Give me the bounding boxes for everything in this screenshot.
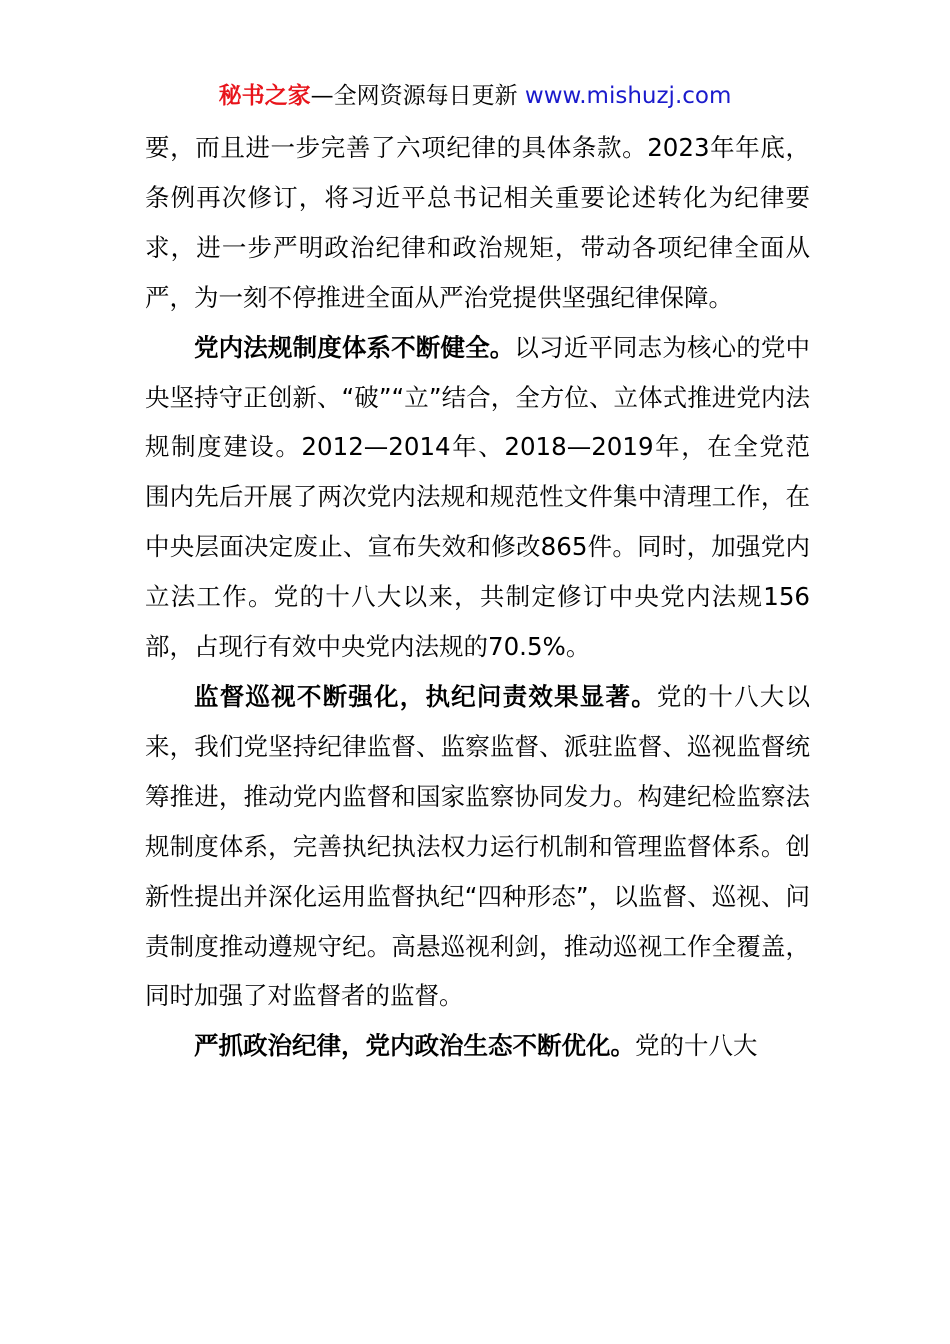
paragraph-lead: 监督巡视不断强化，执纪问责效果显著。 [194, 681, 657, 711]
document-body [145, 123, 810, 1071]
paragraph-continuation [145, 123, 810, 323]
paragraph-text: 党的十八大 [635, 1031, 758, 1061]
paragraph-text: 要，而且进一步完善了六项纪律的具体条款。2023年年底，条例再次修订，将习近平总书记相关重要论述转化为纪律要求，进一步严明政治纪律和政治规矩，带动各项纪律全面从严，为一刻不停推进全面从严治党提供坚强纪律保障。 [145, 133, 810, 312]
paragraph-party-regulations [145, 323, 810, 672]
paragraph-text: 党的十八大以来，我们党坚持纪律监督、监察监督、派驻监督、巡视监督统筹推进，推动党内监督和国家监察协同发力。构建纪检监察法规制度体系，完善执纪执法权力运行机制和管理监督体系。创新性提出并深化运用监督执纪“四种形态”，以监督、巡视、问责制度推动遵规守纪。高悬巡视利剑，推动巡视工作全覆盖，同时加强了对监督者的监督。 [145, 681, 811, 1011]
paragraph-political-discipline [145, 1021, 810, 1071]
paragraph-text: 以习近平同志为核心的党中央坚持守正创新、“破”“立”结合，全方位、立体式推进党内法规制度建设。2012—2014年、2018—2019年，在全党范围内先后开展了两次党内法规和规范性文件集中清理工作，在中央层面决定废止、宣布失效和修改865件。同时，加强党内立法工作。党的十八大以来，共制定修订中央党内法规156部，占现行有效中央党内法规的70.5%。 [145, 332, 811, 662]
page-header [0, 80, 950, 112]
paragraph-lead: 党内法规制度体系不断健全。 [194, 332, 515, 362]
paragraph-lead: 严抓政治纪律，党内政治生态不断优化。 [194, 1031, 635, 1061]
brand-name: 秘书之家 [218, 83, 311, 109]
website-link[interactable]: www.mishuzj.com [524, 83, 732, 109]
paragraph-supervision [145, 672, 810, 1021]
header-tagline: —全网资源每日更新 [310, 83, 518, 109]
